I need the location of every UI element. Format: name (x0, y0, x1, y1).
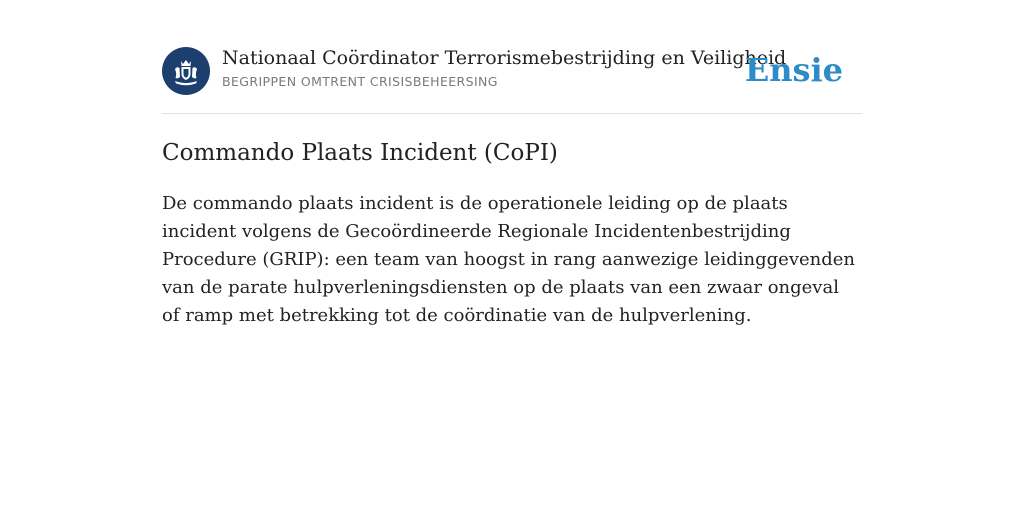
term-title: Commando Plaats Incident (CoPI) (162, 140, 558, 166)
organization-subtitle: BEGRIPPEN OMTRENT CRISISBEHEERSING (222, 74, 498, 89)
term-definition: De commando plaats incident is de operationele leiding op de plaats incident volgens de Gecoördineerde Regionale Incidentenbestrijding Procedure (GRIP): een team van hoogst in rang aanwezige leidinggevenden van de parate hulpverleningsdiensten op de plaats van een zwaar ongeval of ramp met betrekking tot de coördinatie van de hulpverlening. (162, 193, 855, 326)
royal-coat-of-arms-icon[interactable] (162, 47, 210, 95)
organization-name: Nationaal Coördinator Terrorismebestrijding en Veiligheid (222, 47, 787, 69)
header-divider (162, 113, 862, 114)
header (162, 46, 862, 96)
ensie-logo-link[interactable]: Ensie (744, 51, 843, 89)
